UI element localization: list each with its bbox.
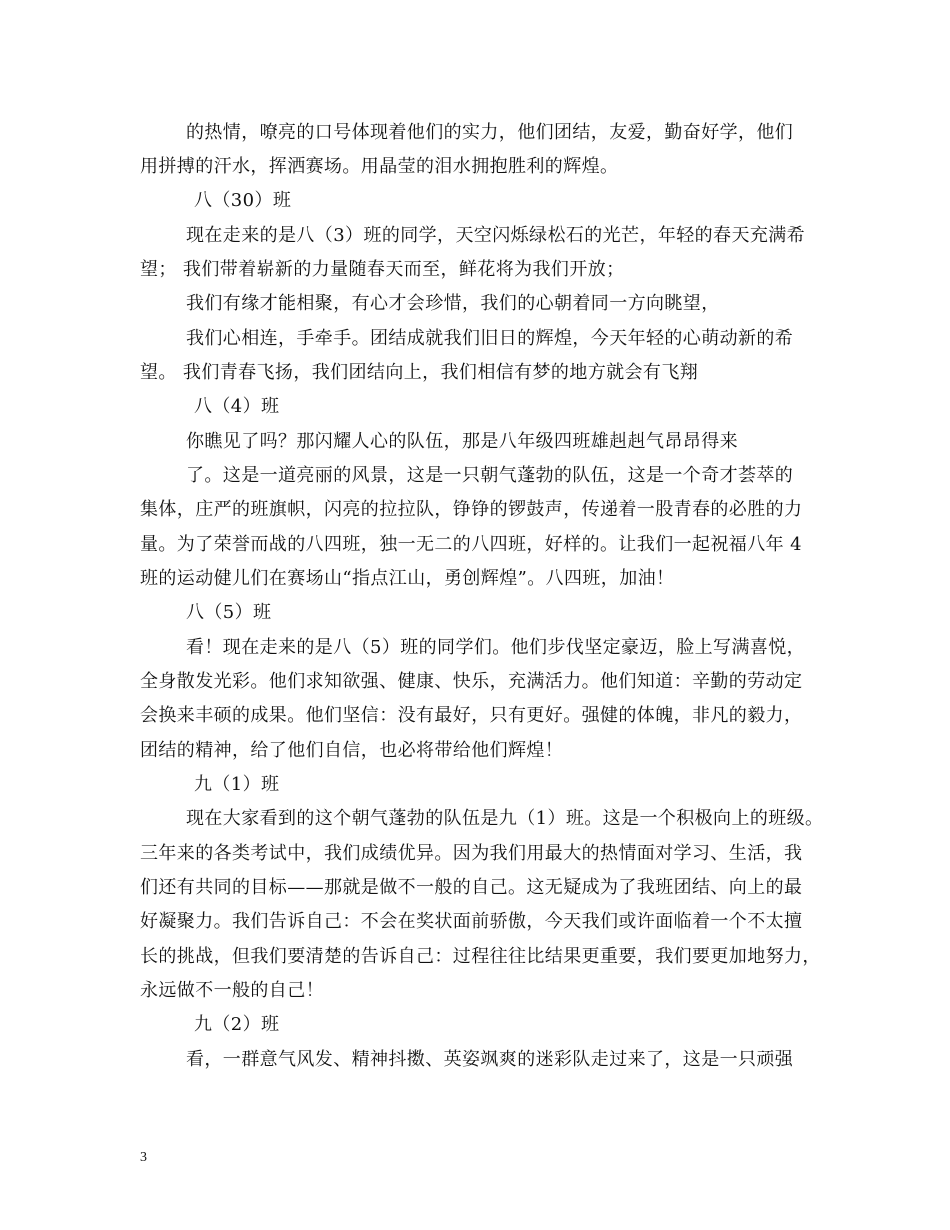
paragraph-line: 望； 我们带着崭新的力量随春天而至，鲜花将为我们开放； <box>140 259 625 280</box>
paragraph-line: 现在走来的是八（3）班的同学，天空闪烁绿松石的光芒，年轻的春天充满希 <box>186 225 806 246</box>
paragraph-line: 我们心相连，手牵手。团结成就我们旧日的辉煌，今天年轻的心萌动新的希 <box>186 328 794 349</box>
paragraph-line: 了。这是一道亮丽的风景，这是一只朝气蓬勃的队伍，这是一个奇才荟萃的 <box>186 465 794 486</box>
section-heading: 八（4）班 <box>194 396 280 417</box>
paragraph-line: 永远做不一般的自己！ <box>140 980 324 1001</box>
paragraph-line: 量。为了荣誉而战的八四班，独一无二的八四班，好样的。让我们一起祝福八年 4 <box>140 534 802 555</box>
paragraph-line: 现在大家看到的这个朝气蓬勃的队伍是九（1）班。这是一个积极向上的班级。 <box>186 808 824 829</box>
paragraph-line: 集体，庄严的班旗帜，闪亮的拉拉队，铮铮的锣鼓声，传递着一股青春的必胜的力 <box>140 499 803 520</box>
section-heading: 九（1）班 <box>194 774 280 795</box>
section-heading: 八（5）班 <box>186 602 272 623</box>
paragraph-line: 会换来丰硕的成果。他们坚信：没有最好，只有更好。强健的体魄，非凡的毅力， <box>140 705 803 726</box>
paragraph-line: 的热情，嘹亮的口号体现着他们的实力，他们团结，友爱，勤奋好学，他们 <box>186 122 794 143</box>
paragraph-line: 用拼搏的汗水，挥洒赛场。用晶莹的泪水拥抱胜利的辉煌。 <box>140 156 619 177</box>
page-number: 3 <box>140 1150 147 1165</box>
paragraph-line: 看，一群意气风发、精神抖擞、英姿飒爽的迷彩队走过来了，这是一只顽强 <box>186 1049 794 1070</box>
paragraph-line: 看！现在走来的是八（5）班的同学们。他们步伐坚定豪迈，脸上写满喜悦， <box>186 637 806 658</box>
paragraph-line: 班的运动健儿们在赛场山“指点江山，勇创辉煌”。八四班，加油！ <box>140 568 675 589</box>
section-heading: 九（2）班 <box>194 1014 280 1035</box>
paragraph-line: 全身散发光彩。他们求知欲强、健康、快乐，充满活力。他们知道：辛勤的劳动定 <box>140 671 803 692</box>
paragraph-line: 们还有共同的目标——那就是做不一般的自己。这无疑成为了我班团结、向上的最 <box>140 877 803 898</box>
section-heading: 八（30）班 <box>194 190 292 211</box>
paragraph-line: 长的挑战，但我们要清楚的告诉自己：过程往往比结果更重要，我们要更加地努力， <box>140 946 821 967</box>
paragraph-line: 我们有缘才能相聚，有心才会珍惜，我们的心朝着同一方向眺望， <box>186 293 720 314</box>
paragraph-line: 你瞧见了吗？那闪耀人心的队伍，那是八年级四班雄赳赳气昂昂得来 <box>186 431 738 452</box>
paragraph-line: 望。 我们青春飞扬，我们团结向上，我们相信有梦的地方就会有飞翔 <box>140 362 699 383</box>
paragraph-line: 好凝聚力。我们告诉自己：不会在奖状面前骄傲，今天我们或许面临着一个不太擅 <box>140 911 803 932</box>
paragraph-line: 团结的精神，给了他们自信，也必将带给他们辉煌！ <box>140 740 564 761</box>
paragraph-line: 三年来的各类考试中，我们成绩优异。因为我们用最大的热情面对学习、生活，我 <box>140 843 803 864</box>
